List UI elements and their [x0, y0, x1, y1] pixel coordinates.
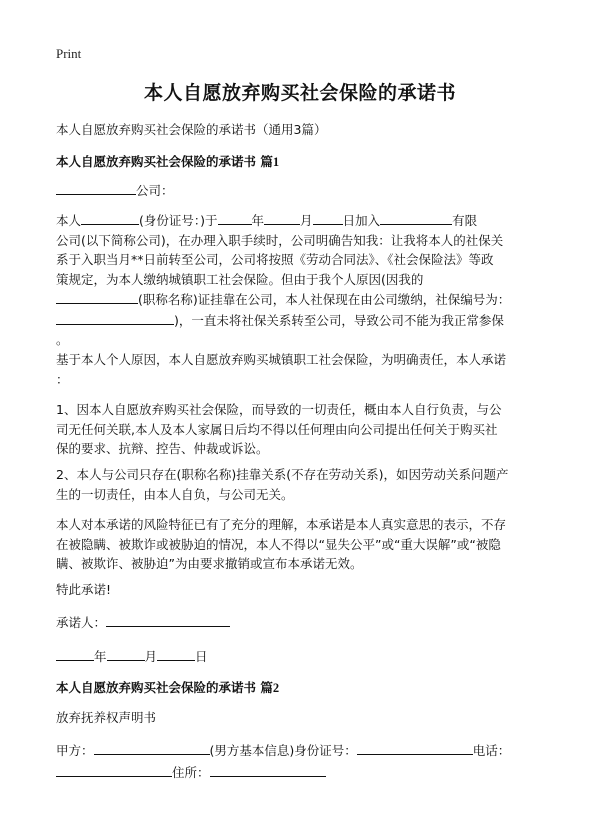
item-1-line: 1、因本人自愿放弃购买社会保险，而导致的一切责任，概由本人自行负责，与公: [56, 402, 502, 417]
address-blank: [210, 762, 326, 777]
party-a-name-blank: [94, 740, 210, 755]
signer-blank: [106, 612, 230, 627]
risk-line: 本人对本承诺的风险特征已有了充分的理解，本承诺是本人真实意思的表示，不存: [56, 517, 507, 532]
section-2-heading-text: 本人自愿放弃购买社会保险的承诺书: [56, 680, 257, 695]
date-year-label: 年: [94, 649, 107, 664]
body-text: 月: [300, 213, 313, 228]
day-blank: [313, 210, 343, 225]
body-line-1: [56, 210, 548, 231]
document-title: 本人自愿放弃购买社会保险的承诺书: [143, 82, 456, 104]
date-month-blank: [107, 646, 145, 661]
section-1-heading-number: 篇1: [260, 155, 280, 169]
body-text: )，一直未将社保关系转至公司，导致公司不能为我正常参保: [174, 312, 504, 328]
body-line-6: [56, 310, 548, 331]
body-line-4: 策规定，为本人缴纳城镇职工社会保险。但由于我个人原因(因我的: [56, 271, 424, 287]
date-day-blank: [157, 646, 195, 661]
item-1-line: 司无任何关联,本人及本人家属日后均不得以任何理由向公司提出任何关于购买社: [56, 421, 498, 437]
body-line-3: 系于入职当月**日前转至公司，公司将按照《劳动合同法》、《社会保险法》等政: [56, 252, 494, 267]
section-1-heading: [56, 152, 279, 170]
date-day-label: 日: [195, 649, 208, 664]
body-text: 有限: [452, 213, 478, 228]
title-name-blank: [56, 289, 138, 304]
commitment-item-1: [56, 400, 548, 459]
risk-statement: [56, 515, 548, 574]
section-1-body: [56, 210, 548, 350]
section-2-heading-number: 篇2: [260, 681, 280, 695]
year-blank: [218, 210, 252, 225]
intro-line-1: 基于本人个人原因，本人自愿放弃购买城镇职工社会保险，为明确责任，本人承诺: [56, 352, 507, 367]
print-link[interactable]: Print: [56, 46, 82, 61]
phone-blank: [56, 762, 172, 777]
section-2-heading: [56, 678, 279, 696]
renunciation-title: 放弃抚养权声明书: [56, 710, 157, 725]
address-label: 住所：: [172, 765, 210, 780]
date-month-label: 月: [144, 649, 158, 664]
body-line-5: [56, 289, 548, 310]
date-line: [56, 646, 548, 667]
month-blank: [264, 210, 300, 225]
item-2-line: 2、本人与公司只存在(职称名称)挂靠关系(不存在劳动关系)，如因劳动关系问题产: [56, 467, 509, 482]
document-subtitle: 本人自愿放弃购买社会保险的承诺书（通用3篇）: [56, 122, 327, 137]
item-1-line: 保的要求、抗辩、控告、仲裁或诉讼。: [56, 441, 269, 456]
party-a-info: (男方基本信息)身份证号：: [209, 743, 357, 758]
name-blank: [81, 210, 139, 225]
address-line: [56, 762, 548, 783]
body-text: (身份证号：)于: [139, 213, 218, 228]
signer-line: [56, 612, 548, 633]
signer-label: 承诺人：: [56, 615, 107, 630]
body-line-7: 。: [56, 332, 69, 347]
party-a-label: 甲方：: [56, 743, 94, 758]
company-name-blank: [56, 180, 136, 195]
company-line: [56, 180, 548, 201]
social-security-number-blank: [56, 310, 174, 325]
special-commitment: 特此承诺!: [56, 582, 112, 597]
company-blank: [380, 210, 452, 225]
body-line-2: 公司(以下简称公司)，在办理入职手续时，公司明确告知我：让我将本人的社保关: [56, 232, 504, 248]
risk-line: 在被隐瞒、被欺诈或被胁迫的情况，本人不得以“显失公平”或“重大误解”或“被隐: [56, 536, 501, 552]
item-2-line: 生的一切责任，由本人自负，与公司无关。: [56, 486, 294, 502]
commitment-item-2: [56, 465, 548, 504]
intro-line-2: ：: [56, 371, 69, 387]
section-1-heading-text: 本人自愿放弃购买社会保险的承诺书: [56, 154, 257, 169]
body-text: 年: [251, 213, 265, 228]
body-text: 日加入: [342, 213, 381, 228]
party-a-line: [56, 740, 548, 761]
commitment-intro: [56, 350, 548, 389]
body-text: 本人: [56, 213, 82, 228]
date-year-blank: [56, 646, 94, 661]
party-a-id-blank: [357, 740, 473, 755]
body-text: (职称名称)证挂靠在公司，本人社保现在由公司缴纳，社保编号为：: [138, 292, 511, 307]
risk-line: 瞒、被欺诈、被胁迫”为由要求撤销或宣布本承诺无效。: [56, 556, 363, 571]
company-suffix: 公司：: [136, 183, 174, 198]
phone-label: 电话：: [472, 743, 511, 758]
